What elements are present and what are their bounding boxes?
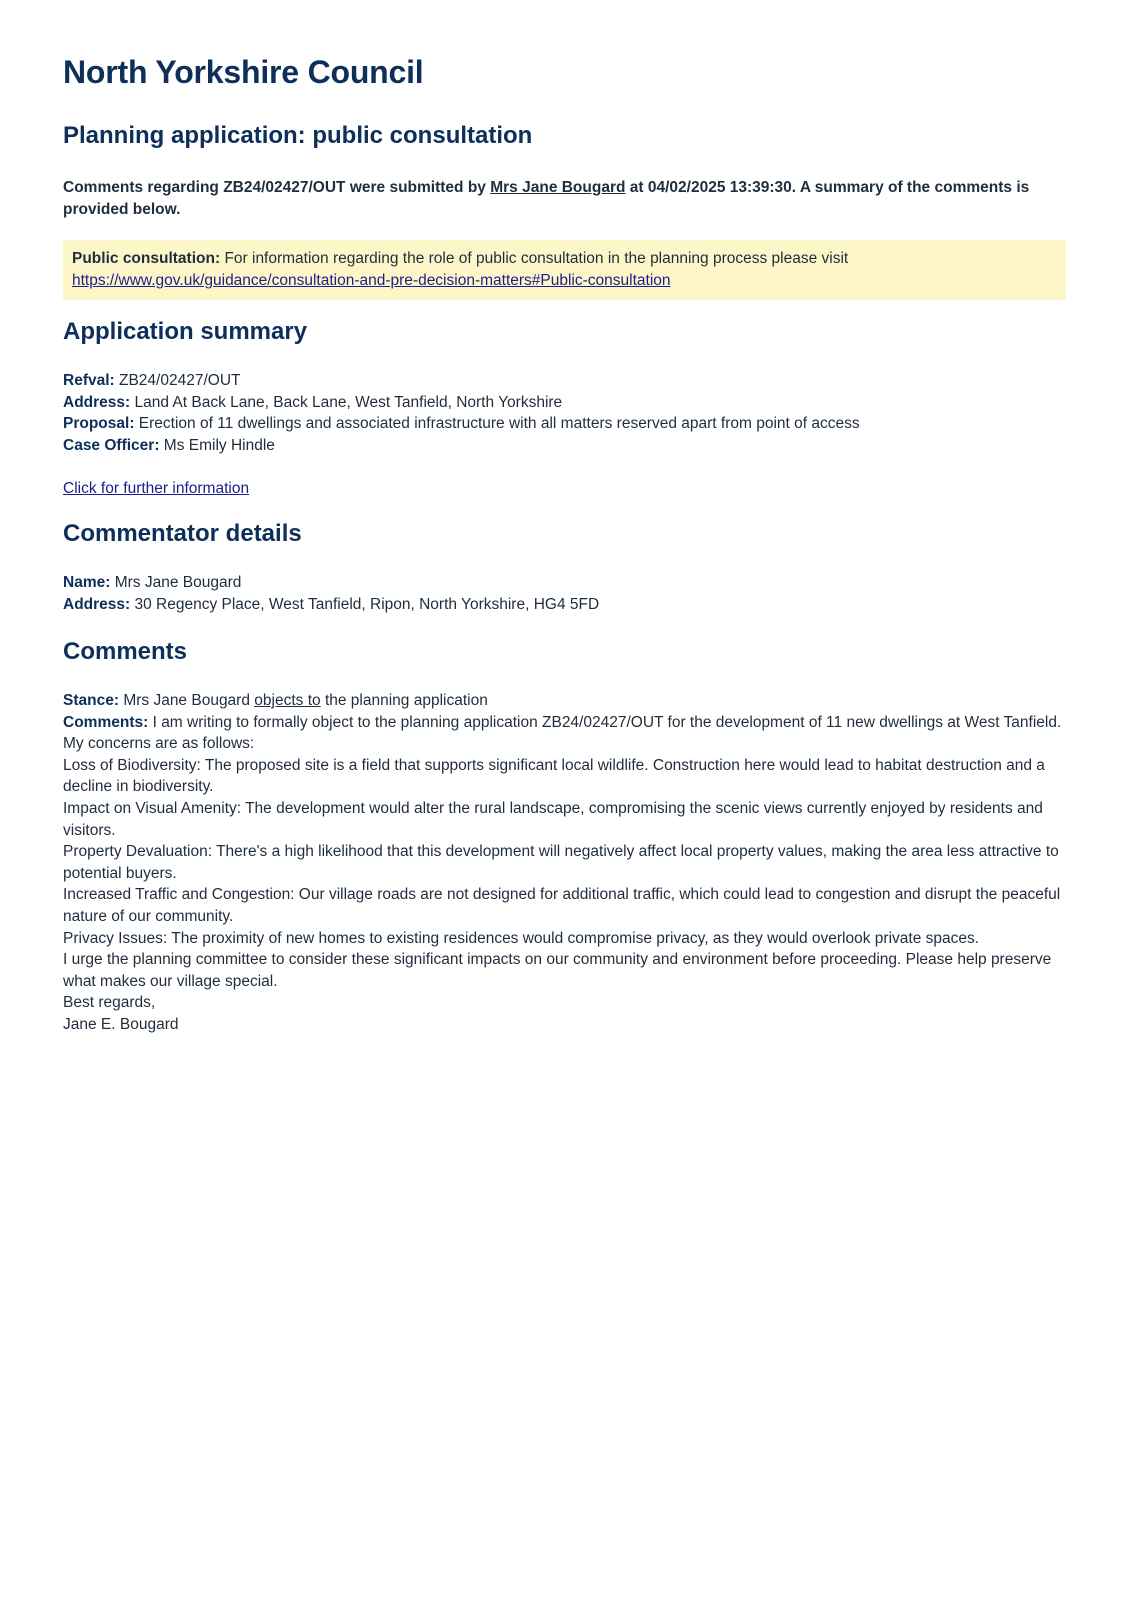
- council-title: North Yorkshire Council: [63, 54, 424, 90]
- comment-text-intro: I am writing to formally object to the planning application ZB24/02427/OUT for the development of 11 new dwellings at West Tanfield. My concerns are as follows:: [63, 713, 1062, 753]
- comments-label: Comments:: [63, 713, 149, 731]
- address-row: [63, 392, 1068, 414]
- proposal-label: Proposal:: [63, 415, 135, 433]
- comment-paragraph: Impact on Visual Amenity: The development would alter the rural landscape, compromising the scenic views currently enjoyed by residents and visitors.: [63, 799, 1043, 839]
- signoff: Best regards,: [63, 994, 156, 1012]
- stance-prefix: Mrs Jane Bougard: [123, 692, 250, 709]
- commentator-address: 30 Regency Place, West Tanfield, Ripon, North Yorkshire, HG4 5FD: [134, 595, 600, 613]
- comment-paragraph: Privacy Issues: The proximity of new homes to existing residences would compromise privacy, as they would overlook private spaces.: [63, 929, 980, 947]
- submitter-link[interactable]: Mrs Jane Bougard: [490, 179, 626, 196]
- commentator-name: Mrs Jane Bougard: [114, 574, 242, 591]
- case-officer-row: [63, 435, 1068, 457]
- refval-value: ZB24/02427/OUT: [119, 372, 241, 389]
- further-info-row: [63, 478, 1068, 500]
- address-value: Land At Back Lane, Back Lane, West Tanfield, North Yorkshire: [134, 393, 563, 411]
- refval-label: Refval:: [63, 372, 115, 389]
- stance-verb: objects to: [254, 692, 321, 709]
- address-label: Address:: [63, 393, 131, 411]
- comments-heading: Comments: [63, 638, 188, 665]
- proposal-row: [63, 413, 1068, 435]
- page-subtitle: Planning application: public consultation: [63, 122, 533, 149]
- comment-paragraph: I urge the planning committee to consider these significant impacts on our community and environment before proceeding. Please help preserve what makes our village special.: [63, 951, 1052, 990]
- further-information-link[interactable]: Click for further information: [63, 479, 250, 497]
- commentator-address-label: Address:: [63, 595, 131, 613]
- commentator-name-label: Name:: [63, 574, 111, 591]
- consultation-url-link[interactable]: https://www.gov.uk/guidance/consultation-and-pre-decision-matters#Public-consultation: [72, 272, 671, 289]
- application-summary: [63, 370, 1068, 500]
- case-officer-label: Case Officer:: [63, 436, 160, 454]
- commentator-details: [63, 572, 1068, 615]
- stance-label: Stance:: [63, 692, 119, 709]
- proposal-value: Erection of 11 dwellings and associated infrastructure with all matters reserved apart from point of access: [138, 415, 860, 433]
- notice-text: For information regarding the role of public consultation in the planning process please visit: [224, 250, 849, 267]
- comment-paragraph: Loss of Biodiversity: The proposed site is a field that supports significant local wildlife. Construction here would lead to habitat destruction and a decline in biodiversity.: [63, 756, 1045, 796]
- stance-row: [63, 690, 1068, 712]
- commentator-address-row: [63, 594, 1068, 616]
- stance-suffix: the planning application: [324, 692, 488, 709]
- comment-paragraph: Increased Traffic and Congestion: Our village roads are not designed for additional traffic, which could lead to congestion and disrupt the peaceful nature of our community.: [63, 886, 1061, 925]
- comments-section: [63, 690, 1068, 1036]
- comment-paragraph: [63, 712, 1068, 755]
- notice-label: Public consultation:: [72, 250, 221, 267]
- commentator-details-heading: Commentator details: [63, 520, 302, 547]
- signature: Jane E. Bougard: [63, 1015, 179, 1033]
- intro-prefix: Comments regarding ZB24/02427/OUT were submitted by: [63, 179, 486, 196]
- refval-row: [63, 370, 1068, 392]
- commentator-name-row: [63, 572, 1068, 594]
- application-summary-heading: Application summary: [63, 318, 308, 345]
- intro-text: [63, 177, 1063, 221]
- intro-suffix: at 04/02/2025 13:39:30. A summary of the comments is provided below.: [63, 179, 1030, 218]
- comment-paragraph: Property Devaluation: There's a high likelihood that this development will negatively affect local property values, making the area less attractive to potential buyers.: [63, 843, 1059, 882]
- case-officer-value: Ms Emily Hindle: [163, 436, 275, 454]
- public-consultation-notice: [63, 240, 1066, 300]
